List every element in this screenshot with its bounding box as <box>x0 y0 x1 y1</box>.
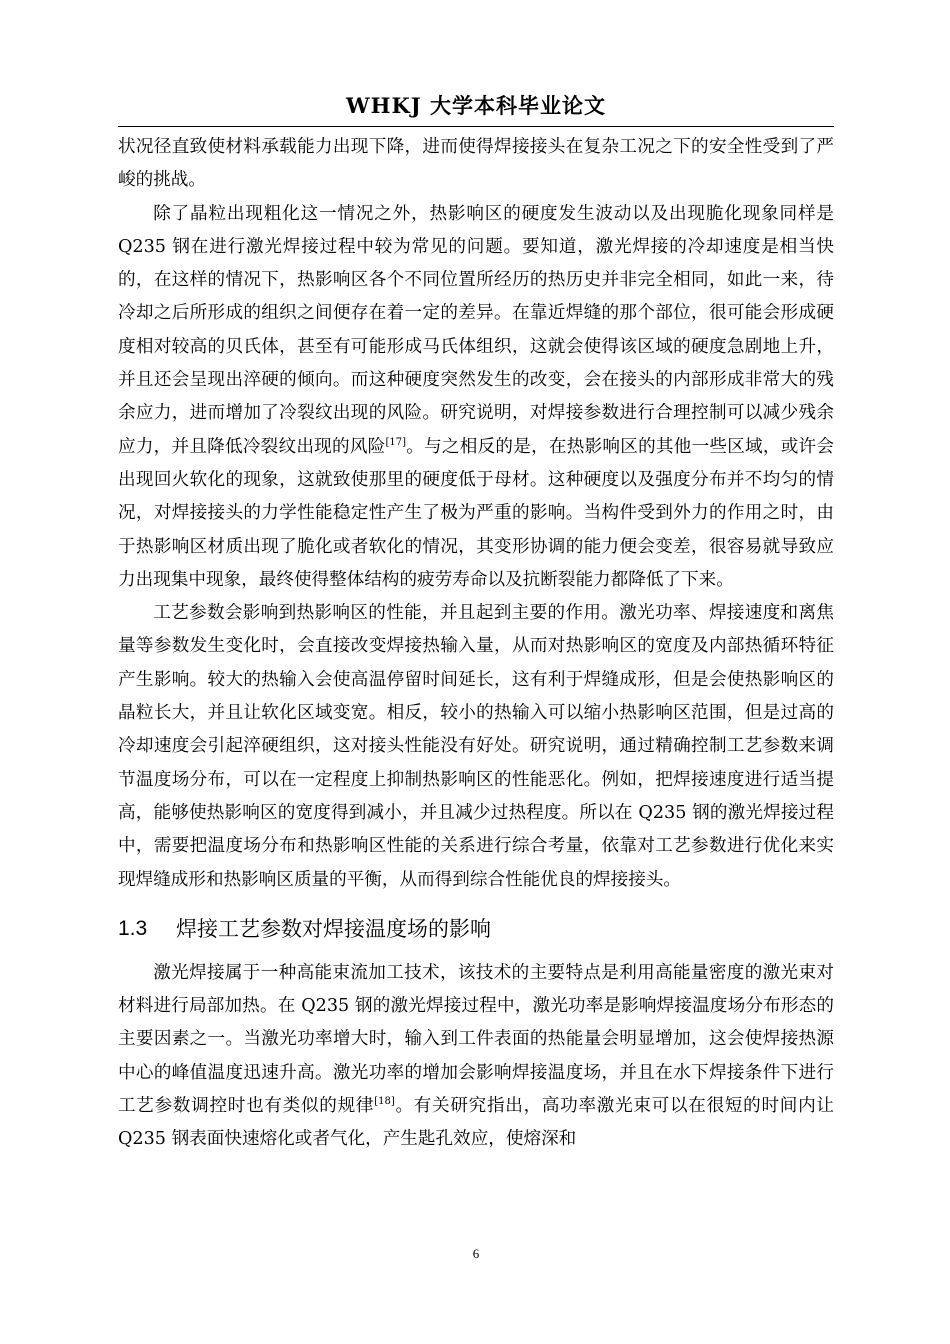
paragraph-text: 工艺参数会影响到热影响区的性能，并且起到主要的作用。激光功率、焊接速度和离焦量等参数发生变化时，会直接改变焊接热输入量，从而对热影响区的宽度及内部热循环特征产生影响。较大的热输入会使高温停留时间延长，这有利于焊缝成形，但是会使热影响区的晶粒长大，并且让软化区域变宽。相反，较小的热输入可以缩小热影响区范围，但是过高的冷却速度会引起淬硬组织，这对接头性能没有好处。研究说明，通过精确控制工艺参数来调节温度场分布，可以在一定程度上抑制热影响区的性能恶化。例如，把焊接速度进行适当提高，能够使热影响区的宽度得到减小，并且减少过热程度。所以在 Q235 钢的激光焊接过程中，需要把温度场分布和热影响区性能的关系进行综合考量，依靠对工艺参数进行优化来实现焊缝成形和热影响区质量的平衡，从而得到综合性能优良的焊接接头。 <box>118 603 834 890</box>
paragraph-continued <box>118 131 834 198</box>
paragraph-heat-affected-zone <box>118 198 834 598</box>
paragraph-process-parameters <box>118 597 834 897</box>
section-number: 1.3 <box>118 916 148 940</box>
paragraph-text: 。有关研究指出，高功率激光束可以在很短的时间内让 Q235 钢表面快速熔化或者气化，产生匙孔效应，使熔深和 <box>118 1096 834 1150</box>
citation-17: [17] <box>385 436 407 448</box>
paragraph-laser-power <box>118 957 834 1157</box>
running-header: WHKJ 大学本科毕业论文 <box>346 93 606 118</box>
citation-18: [18] <box>374 1096 395 1108</box>
body-text <box>118 131 834 1157</box>
section-heading <box>118 917 834 941</box>
header-rule <box>118 126 834 127</box>
section-title: 焊接工艺参数对焊接温度场的影响 <box>176 916 491 941</box>
page-number: 6 <box>472 1246 480 1261</box>
paragraph-text: 。与之相反的是，在热影响区的其他一些区域，或许会出现回火软化的现象，这就致使那里的硬度低于母材。这种硬度以及强度分布并不均匀的情况，对焊接接头的力学性能稳定性产生了极为严重的影响。当构件受到外力的作用之时，由于热影响区材质出现了脆化或者软化的情况，其变形协调的能力便会变差，很容易就导致应力出现集中现象，最终使得整体结构的疲劳寿命以及抗断裂能力都降低了下来。 <box>118 436 834 590</box>
paragraph-text: 激光焊接属于一种高能束流加工技术，该技术的主要特点是利用高能量密度的激光束对材料进行局部加热。在 Q235 钢的激光焊接过程中，激光功率是影响焊接温度场分布形态的主要因素之一。当激光功率增大时，输入到工件表面的热能量会明显增加，这会使焊接热源中心的峰值温度迅速升高。激光功率的增加会影响焊接温度场，并且在水下焊接条件下进行工艺参数调控时也有类似的规律 <box>118 962 834 1117</box>
paragraph-text: 除了晶粒出现粗化这一情况之外，热影响区的硬度发生波动以及出现脆化现象同样是 Q235 钢在进行激光焊接过程中较为常见的问题。要知道，激光焊接的冷却速度是相当快的，在这样的情况下，热影响区各个不同位置所经历的热历史并非完全相同，如此一来，待冷却之后所形成的组织之间便存在着一定的差异。在靠近焊缝的那个部位，很可能会形成硬度相对较高的贝氏体，甚至有可能形成马氏体组织，这就会使得该区域的硬度急剧地上升，并且还会呈现出淬硬的倾向。而这种硬度突然发生的改变，会在接头的内部形成非常大的残余应力，进而增加了冷裂纹出现的风险。研究说明，对焊接参数进行合理控制可以减少残余应力，并且降低冷裂纹出现的风险 <box>118 203 834 457</box>
paragraph-text: 状况径直致使材料承载能力出现下降，进而使得焊接接头在复杂工况之下的安全性受到了严峻的挑战。 <box>118 137 834 191</box>
